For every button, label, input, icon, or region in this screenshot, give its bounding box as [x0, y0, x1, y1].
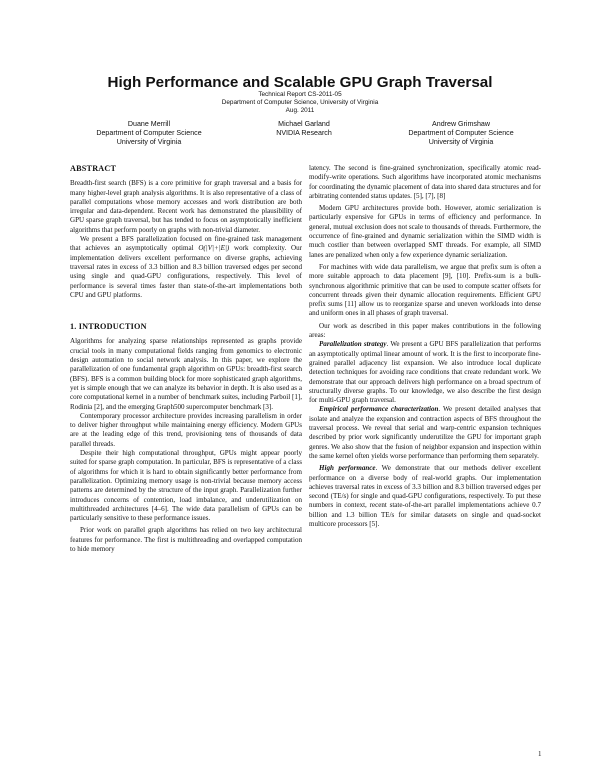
author-affiliation: NVIDIA Research	[276, 129, 332, 137]
author-name: Duane Merrill	[127, 120, 171, 128]
author-affiliation: Department of Computer Science	[408, 129, 514, 137]
complexity-formula: O(|V|+|E|)	[198, 244, 230, 253]
contribution-text: . We present detailed analyses that isolate and analyze the expansion and contraction aspects of BFS throughout the traversal process. We reveal that serial and warp-centric expansion techniques described by prior work significantly underutilize the GPU for important graph genres. We also show that the fusion of neighbor expansion and inspection within the same kernel often yields worse performance than performing them separately.	[309, 405, 542, 460]
intro-paragraph: Our work as described in this paper makes contributions in the following areas:	[309, 321, 541, 340]
paper-title: High Performance and Scalable GPU Graph Traversal	[107, 74, 493, 91]
contribution-heading: Parallelization strategy	[319, 340, 387, 349]
left-column	[70, 164, 302, 554]
intro-paragraph: latency. The second is fine-grained synchronization, specifically atomic read-modify-write operations. Such algorithms have incorporated atomic mechanisms for coordinating the dynamic placement of data into shared data structures and for arbitrating contended status updates. [5], [7], [8]	[309, 164, 541, 200]
intro-paragraph: Modern GPU architectures provide both. However, atomic serialization is particularly expensive for GPUs in terms of efficiency and performance. In general, mutual exclusion does not scale to thousands of threads. Furthermore, the occurrence of fine-grained and dynamic serialization within the SIMD width is much costlier than between overlapped SMT threads. For example, all SIMD lanes are penalized when only a few experience dynamic serialization.	[309, 204, 541, 259]
abstract-heading: ABSTRACT	[70, 164, 117, 173]
right-column	[309, 164, 541, 529]
contribution-text: . We present a GPU BFS parallelization that performs an asymptotically optimal linear amount of work. It is the first to incorporate fine-grained parallel adjacency list expansion. We also introduce local duplicate detection techniques for avoiding race conditions that create redundant work. We demonstrate that our approach delivers high performance on a broad spectrum of structurally diverse graphs. To our knowledge, we also describe the first design for multi-GPU graph traversal.	[309, 340, 541, 405]
author-affiliation: University of Virginia	[116, 138, 182, 146]
author-name: Michael Garland	[278, 120, 330, 128]
abstract-paragraph	[70, 235, 302, 300]
abstract-paragraph: Breadth-first search (BFS) is a core primitive for graph traversal and a basis for many higher-level graph analysis algorithms. It is also representative of a class of parallel computations whose memory accesses and work distribution are both irregular and data-dependent. Recent work has demonstrated the plausibility of GPU sparse graph traversal, but has tended to focus on asymptotically inefficient algorithms that perform poorly on graphs with non-trivial diameter.	[70, 179, 302, 234]
contribution-paragraph	[309, 405, 541, 461]
author-name: Andrew Grimshaw	[432, 120, 490, 128]
author-affiliation: Department of Computer Science	[96, 129, 202, 137]
contribution-heading: High performance	[319, 464, 376, 473]
author-affiliation: University of Virginia	[428, 138, 494, 146]
report-department: Department of Computer Science, University of Virginia	[221, 99, 379, 106]
intro-paragraph: Despite their high computational throughput, GPUs might appear poorly suited for sparse graph computation. In particular, BFS is representative of a class of algorithms for which it is hard to obtain significantly better performance from parallelization. Optimizing memory usage is non-trivial because memory access patterns are determined by the structure of the input graph. Parallelization further introduces concerns of contention, load imbalance, and underutilization on multithreaded architectures [4–6]. The wide data parallelism of GPUs can be particularly sensitive to these performance issues.	[70, 449, 302, 523]
contribution-paragraph	[309, 340, 541, 405]
introduction-heading: 1. INTRODUCTION	[70, 322, 147, 332]
intro-paragraph: For machines with wide data parallelism, we argue that prefix sum is often a more suitable approach to data placement [9], [10]. Prefix-sum is a bulk-synchronous algorithmic primitive that can be used to compute scatter offsets for concurrent threads given their dynamic allocation requirements. Efficient GPU prefix sums [11] allow us to reorganize sparse and uneven workloads into dense and uniform ones in all phases of graph traversal.	[309, 262, 541, 318]
contribution-heading: Empirical performance characterization	[319, 405, 439, 414]
intro-paragraph: Contemporary processor architecture provides increasing parallelism in order to deliver higher throughput while maintaining energy efficiency. Modern GPUs are at the leading edge of this trend, provisioning tens of thousands of data parallel threads.	[70, 411, 302, 448]
report-date: Aug. 2011	[285, 107, 315, 114]
abstract-text: We present a BFS parallelization focused on fine-grained task management that achieves an asymptotically optimal	[70, 235, 302, 253]
contribution-paragraph	[309, 464, 541, 529]
contribution-text: . We demonstrate that our methods deliver excellent performance on a diverse body of real-world graphs. Our implementation achieves traversal rates in excess of 3.3 billion and 8.3 billion traversed edges per second (TE/s) for single and quad-GPU configurations, respectively. To put these numbers in context, recent state-of-the-art parallel implementations achieve 0.7 billion and 1.3 billion TE/s for similar datasets on single and quad-socket multicore processors [5].	[309, 464, 541, 528]
intro-paragraph: Algorithms for analyzing sparse relationships represented as graphs provide crucial tools in many computational fields ranging from genomics to electronic design automation to social network analysis. In this paper, we explore the parallelization of one fundamental graph algorithm on GPUs: breadth-first search (BFS). BFS is a common building block for more sophisticated graph algorithms, yet is simple enough that we can analyze its behavior in depth. It is also used as a core computational kernel in a number of benchmark suites, including Parboil [1], Rodinia [2], and the emerging Graph500 supercomputer benchmark [3].	[70, 337, 302, 411]
report-number: Technical Report CS-2011-05	[258, 91, 342, 98]
abstract-text: work complexity. Our implementation delivers excellent performance on diverse graphs, achieving traversal rates in excess of 3.3 billion and 8.3 billion traversed edges per second using single and quad-GPU configurations, respectively. This level of performance is several times faster than state-of-the-art implementations both CPU and GPU platforms.	[70, 244, 302, 299]
page-number: 1	[538, 750, 542, 758]
author-block-3	[366, 120, 556, 147]
intro-paragraph: Prior work on parallel graph algorithms has relied on two key architectural features for performance. The first is multithreading and overlapped computation to hide memory	[70, 526, 302, 553]
